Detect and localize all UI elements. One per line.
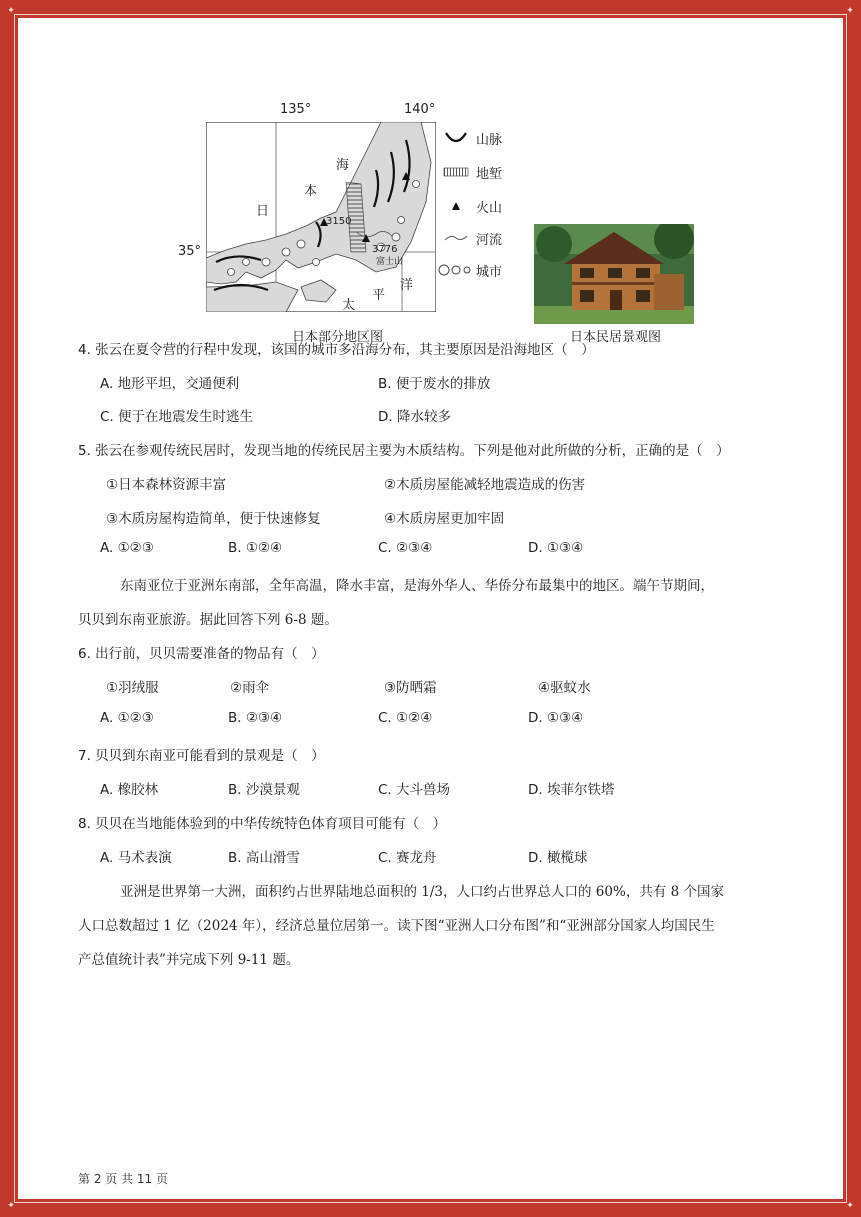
corner-ornament-icon: ✦ <box>7 6 15 16</box>
peak-name-label: 富士山 <box>376 257 404 267</box>
option-b: B. ②③④ <box>228 710 283 726</box>
wooden-house-photo <box>534 224 694 324</box>
question-stem: 4. 张云在夏令营的行程中发现，该国的城市多沿海分布，其主要原因是沿海地区（ ） <box>78 342 595 358</box>
option-c: C. ①②④ <box>378 710 433 726</box>
sub-item: ①日本森林资源丰富 <box>106 477 227 493</box>
option-d: D. ①③④ <box>528 710 584 726</box>
city-icon <box>436 260 476 280</box>
option-b: B. ①②④ <box>228 540 283 556</box>
option-a: A. 橡胶林 <box>100 782 159 798</box>
map-caption: 日本部分地区图 <box>292 330 384 345</box>
legend-label: 火山 <box>476 200 503 216</box>
ocean-label: 平 <box>372 288 386 303</box>
legend-item <box>436 128 502 148</box>
page-number: 第 2 页 共 11 页 <box>78 1172 168 1186</box>
sub-item: ④木质房屋更加牢固 <box>384 511 505 527</box>
corner-ornament-icon: ✦ <box>846 1201 854 1211</box>
mountain-range-icon <box>436 128 476 148</box>
map-legend <box>436 122 516 312</box>
corner-ornament-icon: ✦ <box>7 1201 15 1211</box>
option-c: C. 便于在地震发生时逃生 <box>100 409 254 425</box>
document-page <box>18 18 843 1199</box>
option-d: D. ①③④ <box>528 540 584 556</box>
passage-text: 人口总数超过 1 亿（2024 年），经济总量位居第一。读下图“亚洲人口分布图”和“亚洲部分国家人均国民生 <box>78 918 715 934</box>
passage-text: 东南亚位于亚洲东南部，全年高温，降水丰富，是海外华人、华侨分布最集中的地区。端午节期间， <box>120 578 714 594</box>
question-stem: 6. 出行前，贝贝需要准备的物品有（ ） <box>78 646 325 662</box>
option-b: B. 高山滑雪 <box>228 850 300 866</box>
sub-item: ②木质房屋能减轻地震造成的伤害 <box>384 477 586 493</box>
sub-item: ①羽绒服 <box>106 680 159 696</box>
question-stem: 8. 贝贝在当地能体验到的中华传统特色体育项目可能有（ ） <box>78 816 447 832</box>
question-stem: 7. 贝贝到东南亚可能看到的景观是（ ） <box>78 748 325 764</box>
sea-label: 日 <box>256 204 270 219</box>
graben-icon <box>436 162 476 182</box>
legend-item <box>436 228 502 248</box>
sub-item: ④驱蚊水 <box>538 680 591 696</box>
ocean-label: 太 <box>342 298 356 313</box>
option-c: C. 大斗兽场 <box>378 782 451 798</box>
river-icon <box>436 228 476 248</box>
option-a: A. 地形平坦，交通便利 <box>100 376 240 392</box>
latitude-label: 35° <box>178 244 202 259</box>
option-d: D. 橄榄球 <box>528 850 588 866</box>
legend-item <box>436 260 502 280</box>
longitude-label: 135° <box>280 102 312 117</box>
option-b: B. 便于废水的排放 <box>378 376 491 392</box>
question-stem: 5. 张云在参观传统民居时，发现当地的传统民居主要为木质结构。下列是他对此所做的分析，正确的是（ ） <box>78 443 730 459</box>
legend-label: 河流 <box>476 232 503 248</box>
sub-item: ③防晒霜 <box>384 680 437 696</box>
ocean-label: 洋 <box>400 278 414 293</box>
option-d: D. 埃菲尔铁塔 <box>528 782 615 798</box>
photo-caption: 日本民居景观图 <box>570 330 662 345</box>
corner-ornament-icon: ✦ <box>846 6 854 16</box>
option-b: B. 沙漠景观 <box>228 782 300 798</box>
peak-elevation-label: 3150 <box>326 216 352 227</box>
option-c: C. 赛龙舟 <box>378 850 437 866</box>
legend-label: 地堑 <box>476 166 503 182</box>
option-a: A. 马术表演 <box>100 850 172 866</box>
legend-label: 山脉 <box>476 132 503 148</box>
passage-text: 贝贝到东南亚旅游。据此回答下列 6-8 题。 <box>78 612 338 628</box>
option-d: D. 降水较多 <box>378 409 451 425</box>
option-c: C. ②③④ <box>378 540 433 556</box>
sea-label: 本 <box>304 184 318 199</box>
volcano-icon <box>436 196 476 216</box>
sub-item: ③木质房屋构造简单，便于快速修复 <box>106 511 321 527</box>
figure-area <box>178 102 700 348</box>
option-a: A. ①②③ <box>100 710 154 726</box>
sub-item: ②雨伞 <box>230 680 270 696</box>
legend-item <box>436 196 502 216</box>
longitude-label: 140° <box>404 102 436 117</box>
legend-label: 城市 <box>476 264 503 280</box>
peak-elevation-label: 3776 <box>372 244 398 255</box>
legend-item <box>436 162 502 182</box>
option-a: A. ①②③ <box>100 540 154 556</box>
sea-label: 海 <box>336 158 350 173</box>
passage-text: 产总值统计表”并完成下列 9-11 题。 <box>78 952 300 968</box>
passage-text: 亚洲是世界第一大洲，面积约占世界陆地总面积的 1/3，人口约占世界总人口的 60%，共有 8 个国家 <box>120 884 724 900</box>
